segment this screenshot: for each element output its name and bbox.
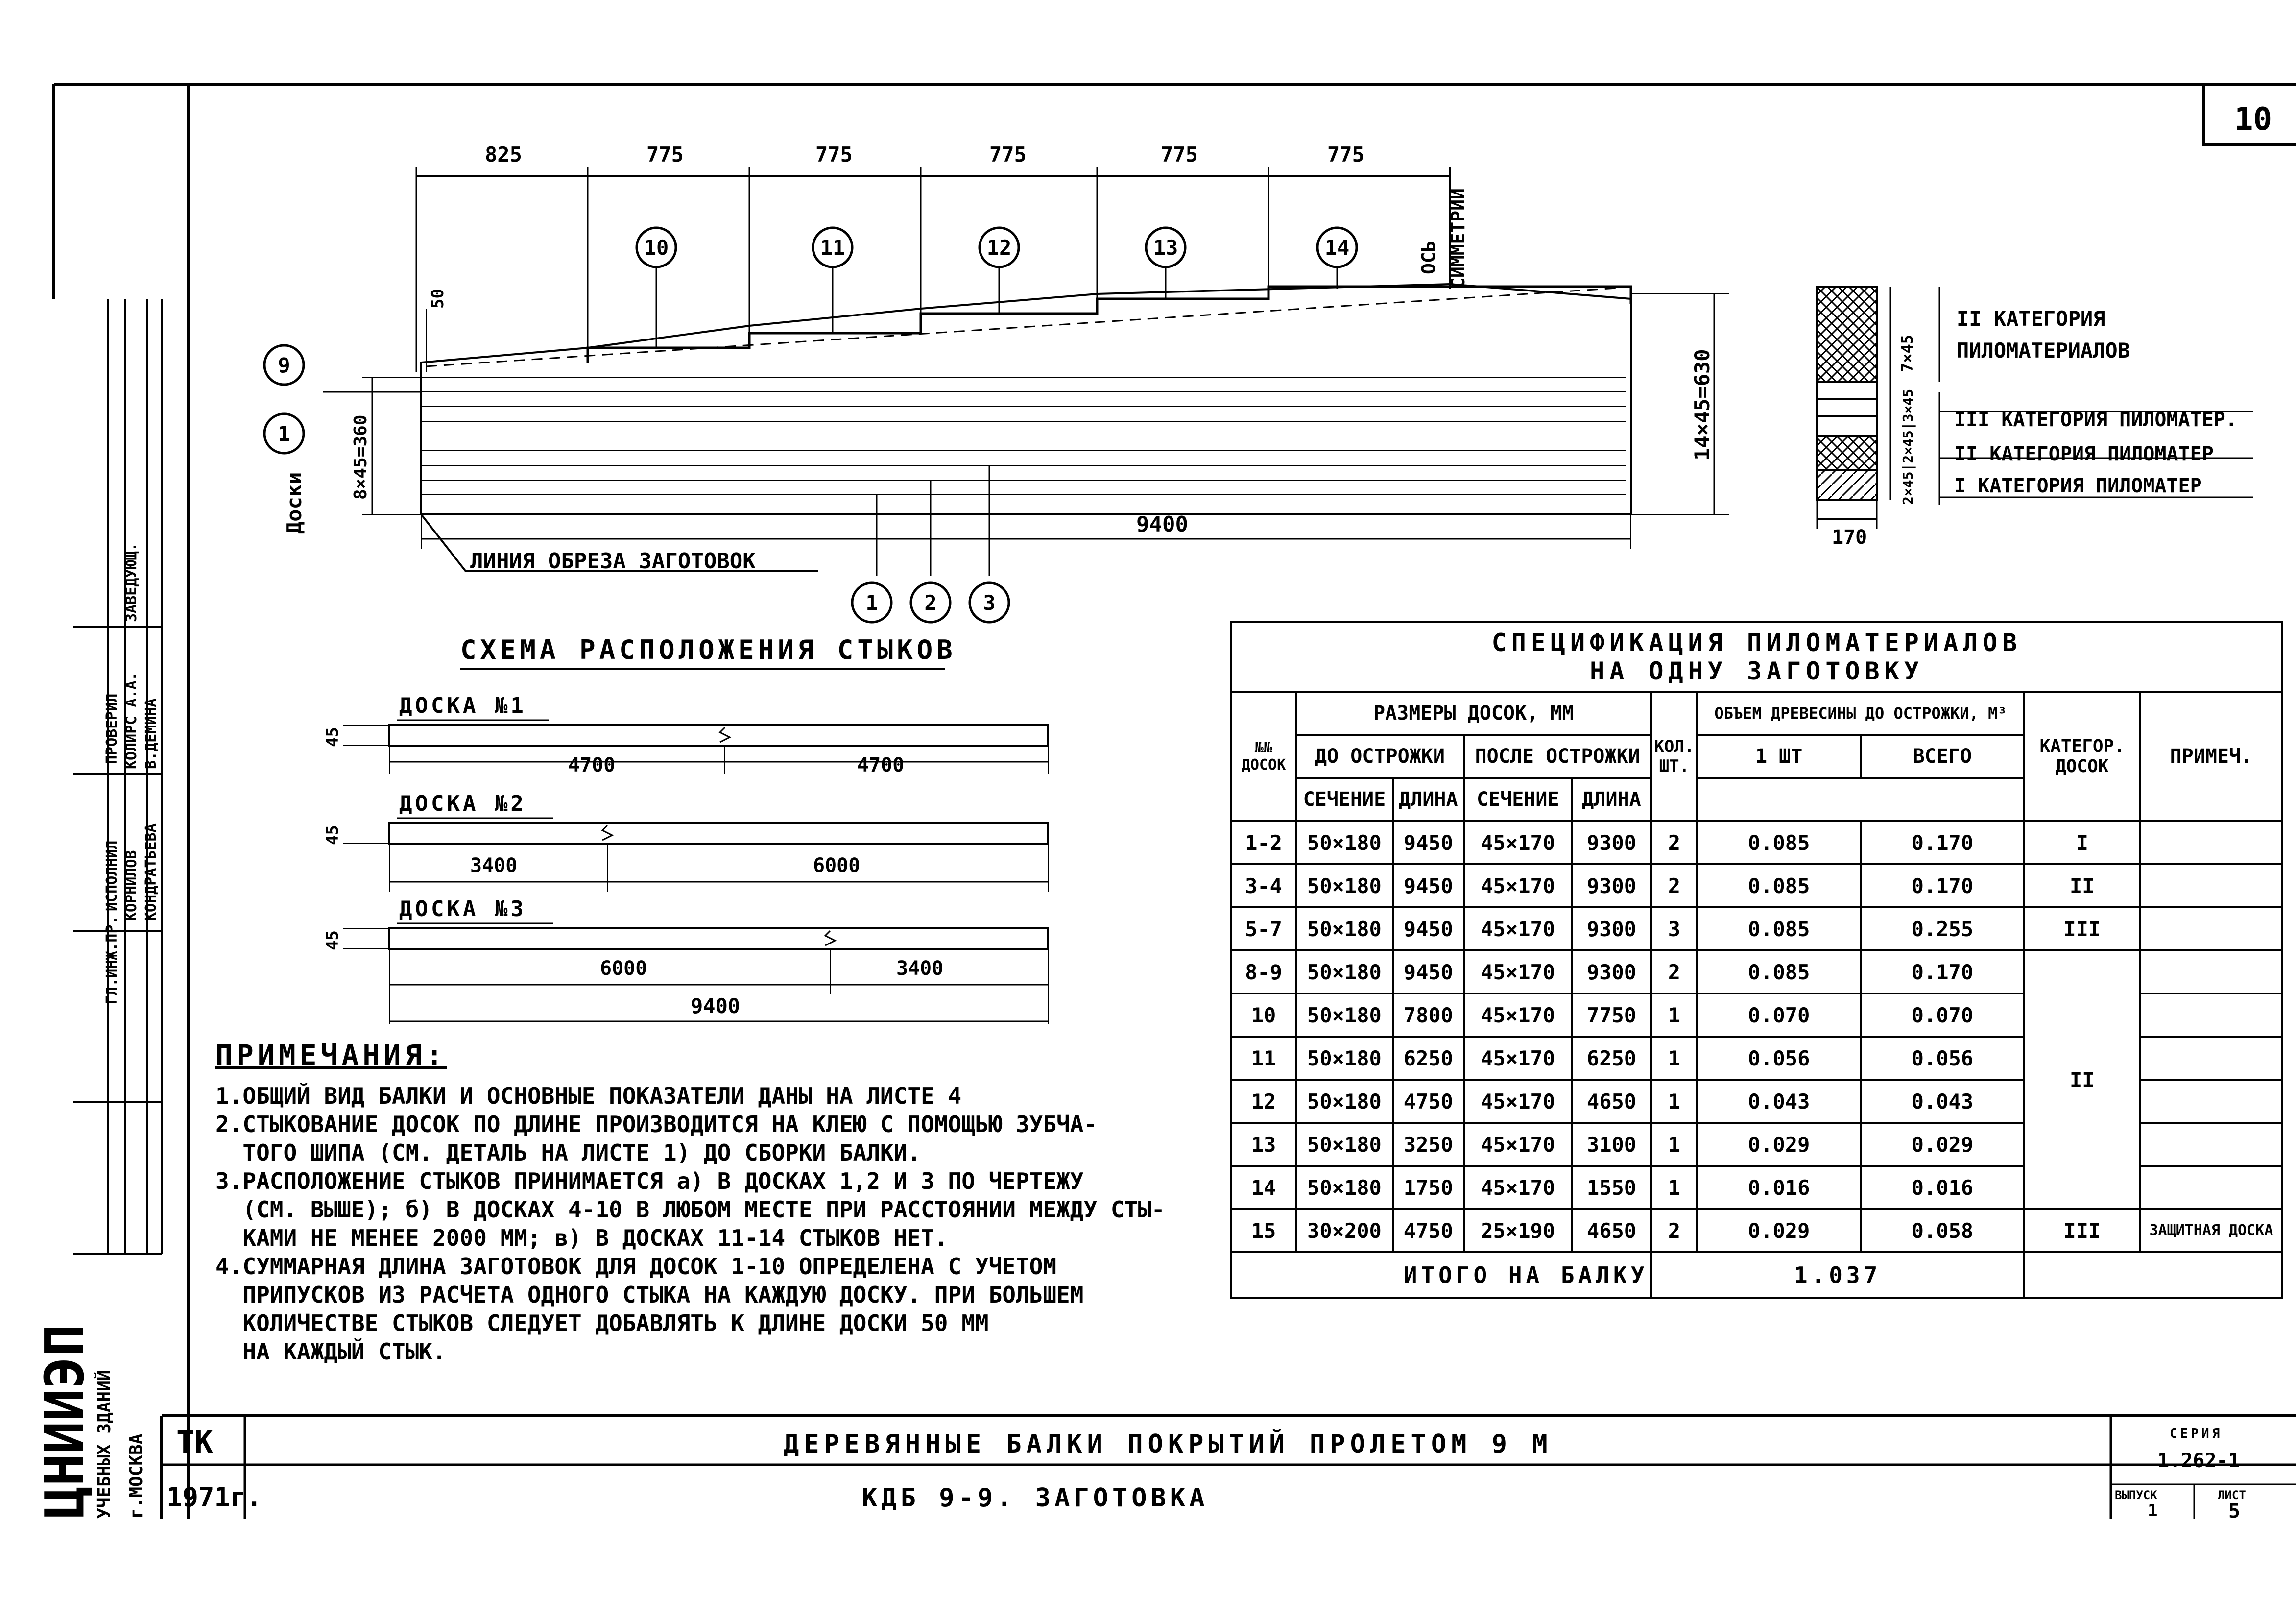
joint-board-1-thk: 45 [323, 727, 342, 747]
issue-label: ВЫПУСК [2115, 1488, 2157, 1502]
joint-board-1-seg2: 4700 [857, 754, 905, 776]
cell-len1: 7800 [1393, 993, 1464, 1037]
cell-sec2: 45×170 [1464, 1166, 1572, 1209]
legend-entry-3: II КАТЕГОРИЯ ПИЛОМАТЕР [1954, 443, 2214, 465]
legend-cat2-top [1817, 287, 1877, 382]
cell-no: 8-9 [1231, 950, 1296, 993]
joint-board-2-seg1: 3400 [470, 854, 518, 877]
legend-dim-bottom: 2×45|2×45|3×45 [1900, 388, 1916, 505]
stamp-name-1: КОРНИЛОВ [123, 850, 140, 921]
joint-scheme-title: СХЕМА РАСПОЛОЖЕНИЯ СТЫКОВ [460, 634, 957, 665]
legend-width: 170 [1832, 526, 1867, 549]
cell-note [2140, 864, 2282, 907]
callout-boards-1-label: 1 [278, 422, 290, 446]
cell-sec2: 45×170 [1464, 993, 1572, 1037]
cell-vall: 0.255 [1861, 907, 2024, 950]
cell-len2: 4650 [1572, 1080, 1651, 1123]
cell-qty: 1 [1651, 1166, 1697, 1209]
hdr-sizes: РАЗМЕРЫ ДОСОК, ММ [1296, 692, 1651, 735]
callout-12-label: 12 [986, 236, 1012, 260]
callout-3-label: 3 [983, 591, 996, 615]
callout-boards-9-label: 9 [278, 353, 290, 377]
cell-sec2: 45×170 [1464, 1123, 1572, 1166]
cell-sec2: 45×170 [1464, 864, 1572, 907]
table-row [1231, 907, 2282, 950]
cell-sec1: 50×180 [1296, 1123, 1393, 1166]
joint-board-3 [389, 928, 1048, 949]
joint-scheme-text [323, 693, 943, 1018]
dim-right-label: 14×45=630 [1690, 349, 1714, 460]
year: 1971г. [167, 1482, 263, 1513]
cell-v1: 0.029 [1697, 1123, 1861, 1166]
hdr-after: ПОСЛЕ ОСТРОЖКИ [1464, 735, 1651, 778]
cut-line-label: ЛИНИЯ ОБРЕЗА ЗАГОТОВОК [470, 549, 756, 574]
joint-board-3-thk: 45 [323, 930, 342, 950]
cell-no: 15 [1231, 1209, 1296, 1252]
drawing-subtitle: КДБ 9-9. ЗАГОТОВКА [862, 1483, 1209, 1513]
cell-note [2140, 907, 2282, 950]
cell-vall: 0.170 [1861, 864, 2024, 907]
joint-board-1 [389, 725, 1048, 746]
hdr-one: 1 ШТ [1697, 735, 1861, 778]
legend-cat2-bottom [1817, 436, 1877, 470]
cell-no: 11 [1231, 1037, 1296, 1080]
stamp-role-2: ПРОВЕРИЛ [103, 693, 120, 764]
note-2: 2.СТЫКОВАНИЕ ДОСОК ПО ДЛИНЕ ПРОИЗВОДИТСЯ НА КЛЕЮ С ПОМОЩЬЮ ЗУБЧА- ТОГО ШИПА (СМ. ДЕТАЛЬ НА ЛИСТЕ 1) ДО СБОРКИ БАЛКИ. [215, 1111, 1098, 1166]
hdr-all: ВСЕГО [1861, 735, 2024, 778]
cell-qty: 1 [1651, 1080, 1697, 1123]
dim-top-1: 825 [485, 143, 522, 167]
sheet-value: 5 [2228, 1500, 2241, 1523]
cell-sec1: 50×180 [1296, 907, 1393, 950]
hdr-length-2: ДЛИНА [1572, 778, 1651, 821]
table-row [1231, 821, 2282, 864]
cell-no: 1-2 [1231, 821, 1296, 864]
cell-vall: 0.029 [1861, 1123, 2024, 1166]
cell-len2: 9300 [1572, 821, 1651, 864]
legend-entry-4: I КАТЕГОРИЯ ПИЛОМАТЕР [1954, 475, 2202, 497]
cell-v1: 0.029 [1697, 1209, 1861, 1252]
cell-len1: 4750 [1393, 1080, 1464, 1123]
org-code: ТК [176, 1424, 213, 1460]
legend-cat3 [1817, 382, 1877, 436]
series-label: СЕРИЯ [2170, 1427, 2223, 1441]
cell-len1: 9450 [1393, 950, 1464, 993]
spec-title-row [1231, 622, 2282, 692]
dim-left-label: 8×45=360 [351, 414, 371, 500]
beam-labels [278, 143, 1714, 615]
cell-len1: 4750 [1393, 1209, 1464, 1252]
dim-top-3: 775 [815, 143, 853, 167]
cell-note [2140, 1037, 2282, 1080]
total-value: 1.037 [1651, 1252, 2024, 1298]
cell-vall: 0.170 [1861, 950, 2024, 993]
cell-no: 12 [1231, 1080, 1296, 1123]
cell-no: 14 [1231, 1166, 1296, 1209]
cell-cat-merged: II [2024, 950, 2140, 1209]
hdr-section-2: СЕЧЕНИЕ [1464, 778, 1572, 821]
cell-v1: 0.085 [1697, 907, 1861, 950]
hdr-board-no: №№ ДОСОК [1231, 692, 1296, 821]
sheet-label: ЛИСТ [2218, 1488, 2246, 1502]
dim-top-2: 775 [646, 143, 684, 167]
cell-v1: 0.085 [1697, 864, 1861, 907]
callout-1-label: 1 [865, 591, 878, 615]
dim-50-label: 50 [428, 289, 448, 309]
joint-board-3-seg1: 6000 [600, 957, 647, 980]
cell-qty: 1 [1651, 1037, 1697, 1080]
callout-13-label: 13 [1153, 236, 1178, 260]
stamp-org-1: ЦНИИЭП [33, 1324, 96, 1519]
spec-title-line2: НА ОДНУ ЗАГОТОВКУ [1590, 657, 1924, 685]
joint-board-2 [389, 823, 1048, 844]
stamp-name-2: КОЛИРС А.А. [123, 672, 140, 769]
joint-board-2-label: ДОСКА №2 [399, 791, 526, 816]
cell-no: 5-7 [1231, 907, 1296, 950]
side-stamp [73, 299, 162, 1254]
cell-sec1: 30×200 [1296, 1209, 1393, 1252]
cell-qty: 2 [1651, 950, 1697, 993]
table-row [1231, 950, 2282, 993]
legend-entry-1-l2: ПИЛОМАТЕРИАЛОВ [1957, 339, 2130, 363]
hdr-before: ДО ОСТРОЖКИ [1296, 735, 1464, 778]
cell-sec1: 50×180 [1296, 1037, 1393, 1080]
cell-len2: 7750 [1572, 993, 1651, 1037]
stamp-name-3: КОНДРАТЬЕВА [143, 823, 160, 921]
note-3: 3.РАСПОЛОЖЕНИЕ СТЫКОВ ПРИНИМАЕТСЯ а) В ДОСКАХ 1,2 И 3 ПО ЧЕРТЕЖУ (СМ. ВЫШЕ); б) В ДОСКАХ 4-10 В ЛЮБОМ МЕСТЕ ПРИ РАССТОЯНИИ МЕЖДУ СТЫ- КАМИ НЕ МЕНЕЕ 2000 ММ; в) В ДОСКАХ 11-14 СТЫКОВ НЕТ. [215, 1168, 1165, 1251]
cell-no: 10 [1231, 993, 1296, 1037]
hdr-length-1: ДЛИНА [1393, 778, 1464, 821]
stamp-city: г.МОСКВА [126, 1433, 146, 1519]
hdr-category: КАТЕГОР. ДОСОК [2024, 692, 2140, 821]
joint-board-3-label: ДОСКА №3 [399, 896, 526, 921]
cell-sec2: 25×190 [1464, 1209, 1572, 1252]
table-row [1231, 864, 2282, 907]
hdr-note: ПРИМЕЧ. [2140, 692, 2282, 821]
axis-label-1: ОСЬ [1418, 241, 1439, 274]
cell-len2: 6250 [1572, 1037, 1651, 1080]
cell-vall: 0.056 [1861, 1037, 2024, 1080]
stamp-extra-1: В.ДЕМИНА [143, 698, 160, 769]
stamp-org-2: УЧЕБНЫХ ЗДАНИЙ [95, 1370, 115, 1519]
table-row [1231, 1209, 2282, 1252]
callout-10-label: 10 [644, 236, 669, 260]
spec-title [1231, 622, 2282, 692]
cell-sec1: 50×180 [1296, 821, 1393, 864]
hdr-qty: КОЛ. ШТ. [1651, 692, 1697, 821]
cell-len1: 3250 [1393, 1123, 1464, 1166]
total-label: ИТОГО НА БАЛКУ [1231, 1252, 1651, 1298]
cell-sec2: 45×170 [1464, 1080, 1572, 1123]
cell-vall: 0.058 [1861, 1209, 2024, 1252]
cell-len1: 9450 [1393, 821, 1464, 864]
callout-11-label: 11 [820, 236, 845, 260]
note-1: 1.ОБЩИЙ ВИД БАЛКИ И ОСНОВНЫЕ ПОКАЗАТЕЛИ ДАНЫ НА ЛИСТЕ 4 [215, 1083, 962, 1109]
dim-top-4: 775 [989, 143, 1027, 167]
cell-len2: 3100 [1572, 1123, 1651, 1166]
section-legend-text [1832, 307, 2237, 549]
title-block-text [167, 1424, 2246, 1523]
spec-title-line1: СПЕЦИФИКАЦИЯ ПИЛОМАТЕРИАЛОВ [1491, 629, 2022, 657]
notes-block [215, 1039, 1244, 1366]
spec-total-row [1231, 1252, 2282, 1298]
cell-qty: 2 [1651, 821, 1697, 864]
cell-no: 13 [1231, 1123, 1296, 1166]
hdr-section-1: СЕЧЕНИЕ [1296, 778, 1393, 821]
cell-v1: 0.085 [1697, 950, 1861, 993]
cell-vall: 0.016 [1861, 1166, 2024, 1209]
joint-board-1-label: ДОСКА №1 [399, 693, 526, 718]
cell-sec2: 45×170 [1464, 950, 1572, 993]
stamp-extra-2: ЗАВЕДУЮЩ. [123, 542, 140, 622]
cell-qty: 1 [1651, 993, 1697, 1037]
cell-note [2140, 821, 2282, 864]
cell-vall: 0.070 [1861, 993, 2024, 1037]
legend-dim-top: 7×45 [1898, 334, 1916, 372]
cell-qty: 3 [1651, 907, 1697, 950]
cell-len1: 9450 [1393, 907, 1464, 950]
cell-len2: 4650 [1572, 1209, 1651, 1252]
cell-note [2140, 1080, 2282, 1123]
joint-board-1-seg1: 4700 [568, 754, 616, 776]
notes-title: ПРИМЕЧАНИЯ: [215, 1039, 447, 1072]
hdr-volume: ОБЪЕМ ДРЕВЕСИНЫ ДО ОСТРОЖКИ, М³ [1697, 692, 2024, 735]
cell-v1: 0.070 [1697, 993, 1861, 1037]
cell-sec2: 45×170 [1464, 907, 1572, 950]
cell-len2: 9300 [1572, 864, 1651, 907]
cell-note [2140, 1166, 2282, 1209]
boards-label: Доски [282, 472, 306, 534]
cell-len2: 9300 [1572, 907, 1651, 950]
issue-value: 1 [2148, 1501, 2158, 1521]
note-4: 4.СУММАРНАЯ ДЛИНА ЗАГОТОВОК ДЛЯ ДОСОК 1-10 ОПРЕДЕЛЕНА С УЧЕТОМ ПРИПУСКОВ ИЗ РАСЧЕТА ОДНОГО СТЫКА НА КАЖДУЮ ДОСКУ. ПРИ БОЛЬШЕМ КОЛИЧЕСТВЕ СТЫКОВ СЛЕДУЕТ ДОБАВЛЯТЬ К ДЛИНЕ ДОСКИ 50 ММ НА КАЖДЫЙ СТЫК. [215, 1253, 1084, 1365]
joint-board-2-thk: 45 [323, 825, 342, 845]
cell-cat: III [2024, 1209, 2140, 1252]
dim-length-label: 9400 [1136, 512, 1188, 537]
legend-entry-2: III КАТЕГОРИЯ ПИЛОМАТЕР. [1954, 409, 2237, 431]
legend-cat1 [1817, 470, 1877, 500]
cell-sec1: 50×180 [1296, 1166, 1393, 1209]
dim-top-5: 775 [1161, 143, 1198, 167]
sheet-number: 10 [2234, 101, 2272, 138]
cell-sec1: 50×180 [1296, 864, 1393, 907]
stamp-role-3: ИСПОЛНИЛ [103, 840, 120, 911]
joint-board-3-seg2: 3400 [896, 957, 944, 980]
series-value: 1.262-1 [2157, 1450, 2240, 1472]
cell-sec1: 50×180 [1296, 993, 1393, 1037]
beam-drawing [323, 167, 1729, 576]
spec-header-row-1 [1231, 692, 2282, 735]
dim-top-6: 775 [1327, 143, 1364, 167]
cell-qty: 1 [1651, 1123, 1697, 1166]
legend-entry-1-l1: II КАТЕГОРИЯ [1957, 307, 2105, 331]
callout-circles-top [264, 228, 1357, 622]
cell-sec1: 50×180 [1296, 950, 1393, 993]
cell-no: 3-4 [1231, 864, 1296, 907]
cell-sec1: 50×180 [1296, 1080, 1393, 1123]
cell-vall: 0.043 [1861, 1080, 2024, 1123]
cell-len1: 6250 [1393, 1037, 1464, 1080]
joint-board-2-seg2: 6000 [813, 854, 861, 877]
cell-qty: 2 [1651, 864, 1697, 907]
cell-len2: 1550 [1572, 1166, 1651, 1209]
cell-cat: III [2024, 907, 2140, 950]
spec-table [1230, 621, 2283, 1299]
cell-vall: 0.170 [1861, 821, 2024, 864]
cell-sec2: 45×170 [1464, 1037, 1572, 1080]
callout-2-label: 2 [924, 591, 937, 615]
cell-len1: 1750 [1393, 1166, 1464, 1209]
callout-14-label: 14 [1324, 236, 1350, 260]
cell-note [2140, 1123, 2282, 1166]
cell-v1: 0.085 [1697, 821, 1861, 864]
cell-note: ЗАЩИТНАЯ ДОСКА [2140, 1209, 2282, 1252]
cell-sec2: 45×170 [1464, 821, 1572, 864]
joint-total: 9400 [691, 994, 741, 1018]
cell-cat: II [2024, 864, 2140, 907]
drawing-title: ДЕРЕВЯННЫЕ БАЛКИ ПОКРЫТИЙ ПРОЛЕТОМ 9 М [784, 1429, 1553, 1459]
cell-len1: 9450 [1393, 864, 1464, 907]
stamp-role-1: ГЛ.ИНЖ.ПР. [103, 916, 120, 1004]
cell-qty: 2 [1651, 1209, 1697, 1252]
total-empty [2024, 1252, 2282, 1298]
cell-v1: 0.056 [1697, 1037, 1861, 1080]
cell-v1: 0.043 [1697, 1080, 1861, 1123]
cell-cat: I [2024, 821, 2140, 864]
cell-len2: 9300 [1572, 950, 1651, 993]
cell-note [2140, 950, 2282, 993]
side-stamp-text [33, 542, 160, 1519]
cell-v1: 0.016 [1697, 1166, 1861, 1209]
axis-label-2: СИММЕТРИИ [1447, 188, 1469, 289]
cell-note [2140, 993, 2282, 1037]
